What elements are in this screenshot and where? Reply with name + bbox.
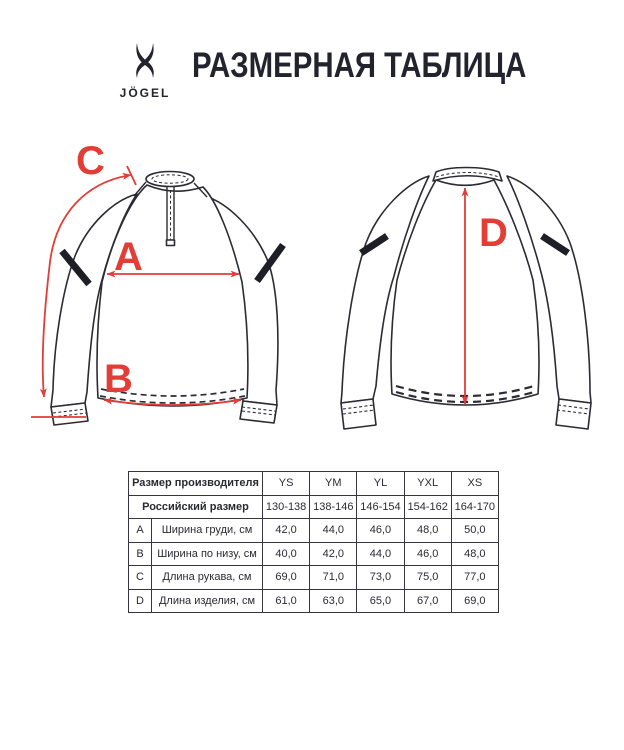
front-collar [146, 172, 194, 187]
measure-value: 61,0 [263, 589, 310, 613]
measure-value: 46,0 [357, 519, 404, 543]
measure-value: 75,0 [404, 566, 451, 590]
measure-a-label: A [114, 235, 143, 279]
brand-logo [114, 38, 176, 100]
russian-size: 154-162 [404, 495, 451, 519]
table-row-C [129, 566, 499, 590]
russian-size: 138-146 [310, 495, 357, 519]
manufacturer-size-header: Размер производителя [129, 472, 263, 496]
measure-value: 71,0 [310, 566, 357, 590]
measure-value: 77,0 [451, 566, 498, 590]
measure-d-label: D [479, 211, 508, 255]
size-table-section [128, 471, 499, 613]
back-collar [433, 168, 502, 182]
page-title: РАЗМЕРНАЯ ТАБЛИЦА [192, 46, 527, 85]
measure-value: 65,0 [357, 589, 404, 613]
measure-b-label: B [104, 357, 133, 401]
size-code: YXL [404, 472, 451, 496]
measure-value: 40,0 [263, 542, 310, 566]
russian-size: 146-154 [357, 495, 404, 519]
size-code: XS [451, 472, 498, 496]
russian-size-header: Российский размер [129, 495, 263, 519]
table-row-russian [129, 495, 499, 519]
garment-front-drawing [28, 140, 318, 440]
russian-size: 130-138 [263, 495, 310, 519]
brand-wordmark: JÖGEL [119, 86, 171, 100]
back-left-cuff [341, 399, 376, 429]
measure-name: Ширина груди, см [152, 519, 263, 543]
jogel-logo-icon [130, 38, 160, 84]
measure-letter: A [129, 519, 152, 543]
measure-value: 48,0 [404, 519, 451, 543]
measure-value: 69,0 [263, 566, 310, 590]
table-row-B [129, 542, 499, 566]
measure-value: 42,0 [310, 542, 357, 566]
size-code: YL [357, 472, 404, 496]
table-row-manufacturer [129, 472, 499, 496]
size-code: YM [310, 472, 357, 496]
measure-value: 44,0 [310, 519, 357, 543]
size-table [128, 471, 499, 613]
front-right-cuff [240, 401, 277, 423]
measure-name: Ширина по низу, см [152, 542, 263, 566]
measure-value: 73,0 [357, 566, 404, 590]
measure-letter: D [129, 589, 152, 613]
measure-value: 44,0 [357, 542, 404, 566]
measure-value: 46,0 [404, 542, 451, 566]
measure-name: Длина изделия, см [152, 589, 263, 613]
table-row-D [129, 589, 499, 613]
table-row-A [129, 519, 499, 543]
measure-letter: C [129, 566, 152, 590]
size-code: YS [263, 472, 310, 496]
measure-name: Длина рукава, см [152, 566, 263, 590]
measure-value: 48,0 [451, 542, 498, 566]
measure-letter: B [129, 542, 152, 566]
measure-value: 69,0 [451, 589, 498, 613]
measure-value: 67,0 [404, 589, 451, 613]
measure-c-label: C [76, 140, 105, 183]
measure-value: 50,0 [451, 519, 498, 543]
measure-value: 42,0 [263, 519, 310, 543]
measure-value: 63,0 [310, 589, 357, 613]
garment-back-drawing [323, 140, 603, 435]
russian-size: 164-170 [451, 495, 498, 519]
